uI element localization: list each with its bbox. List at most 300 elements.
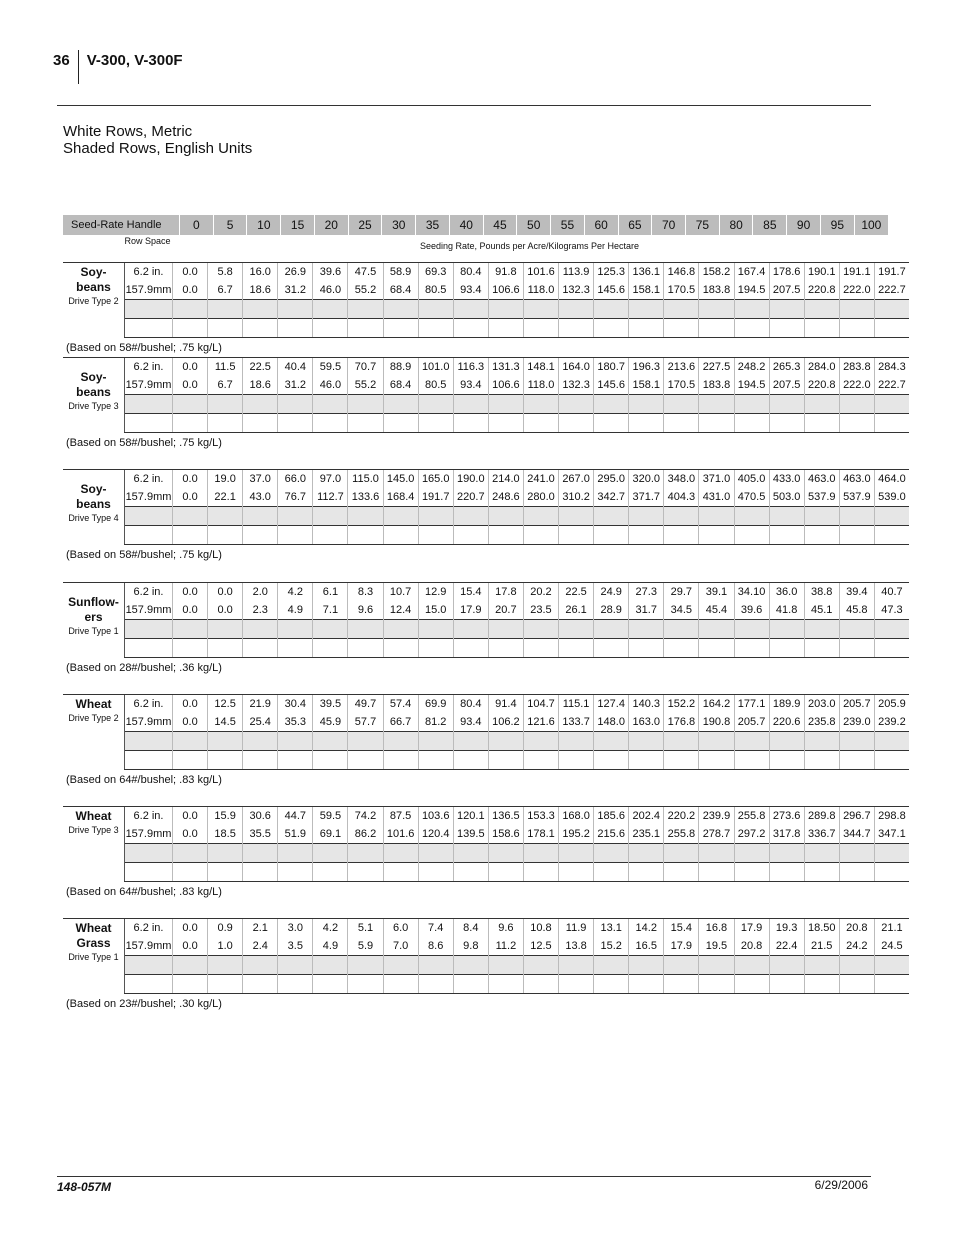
table-row: [63, 751, 909, 770]
rate-cell: [594, 319, 629, 338]
rate-cell: [348, 414, 383, 433]
density-note: (Based on 64#/bushel; .83 kg/L): [66, 774, 222, 786]
rate-cell: 93.4: [453, 713, 488, 732]
rate-cell: [243, 639, 278, 658]
rate-cell: [594, 975, 629, 994]
rate-cell: [243, 507, 278, 526]
rate-cell: [243, 526, 278, 545]
rate-cell: [629, 844, 664, 863]
rate-cell: [243, 319, 278, 338]
rate-cell: [734, 620, 769, 639]
rate-cell: [874, 300, 909, 319]
rate-cell: 101.6: [523, 263, 558, 282]
rate-cell: [278, 732, 313, 751]
rate-cell: [488, 507, 523, 526]
rate-cell: 280.0: [523, 488, 558, 507]
seed-rate-setting: 30: [382, 215, 416, 235]
rate-cell: [769, 863, 804, 882]
rate-cell: 45.1: [804, 601, 839, 620]
rate-cell: [488, 300, 523, 319]
rate-cell: [208, 863, 243, 882]
rate-cell: 163.0: [629, 713, 664, 732]
rate-cell: 12.9: [418, 583, 453, 602]
row-space-cell: 157.9mm: [125, 281, 173, 300]
rate-cell: [804, 319, 839, 338]
rate-cell: [804, 414, 839, 433]
rate-cell: 220.8: [804, 376, 839, 395]
rate-cell: 207.5: [769, 281, 804, 300]
rate-cell: [313, 620, 348, 639]
seed-rate-setting: 5: [213, 215, 247, 235]
rate-cell: [278, 526, 313, 545]
rate-cell: 14.5: [208, 713, 243, 732]
rate-cell: 97.0: [313, 470, 348, 489]
seed-rate-setting: 35: [416, 215, 450, 235]
row-space-cell: 6.2 in.: [125, 470, 173, 489]
rate-cell: [243, 414, 278, 433]
rate-cell: 39.6: [313, 263, 348, 282]
rate-cell: [453, 844, 488, 863]
seed-rate-setting: 95: [820, 215, 854, 235]
drive-type: Drive Type 2: [68, 296, 119, 306]
rate-cell: 7.0: [383, 937, 418, 956]
rate-cell: 153.3: [523, 807, 558, 826]
rate-cell: [839, 844, 874, 863]
rate-cell: [594, 507, 629, 526]
rate-cell: 28.9: [594, 601, 629, 620]
rate-cell: 222.0: [839, 376, 874, 395]
drive-type: Drive Type 3: [68, 825, 119, 835]
rate-cell: [559, 507, 594, 526]
rate-cell: [208, 732, 243, 751]
rate-cell: [173, 732, 208, 751]
rate-cell: [313, 732, 348, 751]
rate-cell: [173, 526, 208, 545]
rate-cell: [383, 639, 418, 658]
rate-cell: [488, 526, 523, 545]
seed-rate-section: [63, 806, 909, 882]
seed-rate-section: [63, 582, 909, 658]
seed-rate-setting: 60: [584, 215, 618, 235]
rate-cell: 164.2: [699, 695, 734, 714]
rate-cell: [208, 639, 243, 658]
table-row: [63, 414, 909, 433]
rate-cell: 27.3: [629, 583, 664, 602]
rate-cell: [278, 507, 313, 526]
rate-cell: [699, 620, 734, 639]
table-row: [63, 956, 909, 975]
table-row: [63, 863, 909, 882]
seed-rate-setting: 55: [551, 215, 585, 235]
rate-cell: 4.9: [313, 937, 348, 956]
rate-cell: [208, 507, 243, 526]
rate-cell: [523, 526, 558, 545]
rate-cell: [559, 300, 594, 319]
rate-cell: 11.9: [559, 919, 594, 938]
rate-cell: [488, 620, 523, 639]
rate-cell: 9.8: [453, 937, 488, 956]
rate-cell: 267.0: [559, 470, 594, 489]
rate-cell: [523, 620, 558, 639]
rate-cell: 180.7: [594, 358, 629, 377]
rate-cell: [313, 639, 348, 658]
rate-cell: [523, 414, 558, 433]
rate-cell: 158.6: [488, 825, 523, 844]
rate-cell: [699, 956, 734, 975]
rate-cell: [453, 507, 488, 526]
rate-cell: 205.9: [874, 695, 909, 714]
rate-cell: 191.1: [839, 263, 874, 282]
rate-cell: 106.6: [488, 281, 523, 300]
rate-cell: [418, 526, 453, 545]
rate-cell: 18.50: [804, 919, 839, 938]
rate-cell: [664, 526, 699, 545]
rate-cell: 31.2: [278, 281, 313, 300]
rate-cell: [418, 395, 453, 414]
rate-cell: [734, 395, 769, 414]
rate-cell: [278, 319, 313, 338]
rate-cell: 47.3: [874, 601, 909, 620]
rate-cell: [173, 863, 208, 882]
rate-cell: [839, 956, 874, 975]
rate-cell: 34.5: [664, 601, 699, 620]
rate-cell: [839, 751, 874, 770]
rate-cell: [278, 639, 313, 658]
rate-cell: [208, 395, 243, 414]
rate-cell: 0.0: [173, 937, 208, 956]
rate-cell: 278.7: [699, 825, 734, 844]
rate-cell: [874, 620, 909, 639]
rate-cell: 0.0: [173, 376, 208, 395]
rate-cell: [769, 300, 804, 319]
rate-cell: 40.4: [278, 358, 313, 377]
rate-cell: 21.5: [804, 937, 839, 956]
rate-cell: 8.3: [348, 583, 383, 602]
rate-cell: [699, 395, 734, 414]
rate-cell: 58.9: [383, 263, 418, 282]
rate-cell: [874, 863, 909, 882]
rate-cell: [629, 863, 664, 882]
rate-cell: [208, 414, 243, 433]
rate-cell: [874, 639, 909, 658]
table-row: [63, 601, 909, 620]
rate-cell: [839, 863, 874, 882]
rate-cell: [488, 844, 523, 863]
rate-cell: [839, 732, 874, 751]
row-space-cell: [125, 639, 173, 658]
rate-cell: 185.6: [594, 807, 629, 826]
row-space-cell: [125, 395, 173, 414]
rate-cell: [594, 844, 629, 863]
rate-cell: 0.0: [173, 713, 208, 732]
rate-cell: [594, 863, 629, 882]
rate-cell: [243, 956, 278, 975]
rate-cell: [418, 507, 453, 526]
rate-cell: 248.6: [488, 488, 523, 507]
row-space-cell: [125, 526, 173, 545]
rate-cell: 235.8: [804, 713, 839, 732]
rate-cell: 178.6: [769, 263, 804, 282]
rate-cell: [278, 414, 313, 433]
row-space-cell: 6.2 in.: [125, 807, 173, 826]
rate-cell: [629, 526, 664, 545]
rate-cell: [383, 620, 418, 639]
rate-cell: 18.6: [243, 281, 278, 300]
rate-cell: [594, 300, 629, 319]
rate-cell: [559, 319, 594, 338]
rate-cell: [523, 732, 558, 751]
rate-cell: [594, 639, 629, 658]
rate-cell: [804, 863, 839, 882]
rate-cell: [629, 732, 664, 751]
rate-cell: 220.7: [453, 488, 488, 507]
rate-cell: [243, 975, 278, 994]
rate-cell: [383, 319, 418, 338]
rate-cell: 106.6: [488, 376, 523, 395]
table-row: [63, 395, 909, 414]
rate-cell: 205.7: [734, 713, 769, 732]
legend-english: Shaded Rows, English Units: [63, 140, 253, 157]
rate-cell: 20.8: [839, 919, 874, 938]
rate-cell: 176.8: [664, 713, 699, 732]
rate-cell: [383, 975, 418, 994]
rate-cell: [559, 956, 594, 975]
rate-cell: [313, 319, 348, 338]
drive-type: Drive Type 1: [68, 952, 119, 962]
rate-cell: [418, 956, 453, 975]
rate-cell: 4.2: [278, 583, 313, 602]
legend-metric: White Rows, Metric: [63, 123, 193, 140]
rate-cell: 152.2: [664, 695, 699, 714]
rate-cell: [383, 526, 418, 545]
rate-cell: 80.4: [453, 263, 488, 282]
page-header: [53, 50, 183, 84]
rate-cell: [313, 975, 348, 994]
rate-cell: [383, 956, 418, 975]
rate-cell: [594, 732, 629, 751]
rate-cell: [699, 639, 734, 658]
rate-cell: [664, 975, 699, 994]
rate-cell: [173, 414, 208, 433]
seed-rate-setting: 100: [854, 215, 888, 235]
rate-cell: 34.10: [734, 583, 769, 602]
rate-cell: 80.5: [418, 376, 453, 395]
rate-cell: 320.0: [629, 470, 664, 489]
seed-rate-setting: 25: [348, 215, 382, 235]
rate-cell: [839, 395, 874, 414]
density-note: (Based on 58#/bushel; .75 kg/L): [66, 437, 222, 449]
rate-cell: [453, 956, 488, 975]
crop-name-line1: Sunflow-: [68, 595, 119, 609]
rate-cell: [313, 526, 348, 545]
rate-cell: 91.8: [488, 263, 523, 282]
rate-cell: [278, 956, 313, 975]
rate-cell: 22.1: [208, 488, 243, 507]
rate-cell: [804, 956, 839, 975]
row-space-cell: [125, 844, 173, 863]
table-row: [63, 507, 909, 526]
rate-cell: 22.5: [559, 583, 594, 602]
seed-rate-setting: 45: [483, 215, 517, 235]
rate-cell: 164.0: [559, 358, 594, 377]
rate-cell: [629, 751, 664, 770]
rate-cell: 6.7: [208, 376, 243, 395]
rate-cell: 17.9: [453, 601, 488, 620]
rate-cell: 38.8: [804, 583, 839, 602]
rate-cell: [769, 639, 804, 658]
row-space-label: Row Space: [124, 236, 171, 246]
rate-cell: [453, 751, 488, 770]
rate-cell: 177.1: [734, 695, 769, 714]
rate-cell: [804, 751, 839, 770]
density-note: (Based on 58#/bushel; .75 kg/L): [66, 549, 222, 561]
rate-cell: 106.2: [488, 713, 523, 732]
rate-cell: 170.5: [664, 281, 699, 300]
crop-label: [63, 919, 125, 994]
rate-cell: [523, 395, 558, 414]
rate-cell: [699, 507, 734, 526]
rate-cell: 131.3: [488, 358, 523, 377]
seed-rate-setting: 80: [719, 215, 753, 235]
rate-cell: [804, 639, 839, 658]
table-row: [63, 975, 909, 994]
rate-cell: [383, 300, 418, 319]
density-note: (Based on 64#/bushel; .83 kg/L): [66, 886, 222, 898]
rate-cell: [804, 507, 839, 526]
rate-cell: 296.7: [839, 807, 874, 826]
rate-cell: 68.4: [383, 281, 418, 300]
crop-name-line2: ers: [84, 610, 103, 624]
rate-cell: 23.5: [523, 601, 558, 620]
rate-cell: [664, 751, 699, 770]
rate-cell: [173, 639, 208, 658]
density-note: (Based on 23#/bushel; .30 kg/L): [66, 998, 222, 1010]
rate-cell: [173, 956, 208, 975]
rate-cell: 87.5: [383, 807, 418, 826]
rate-cell: 4.2: [313, 919, 348, 938]
rate-cell: [664, 732, 699, 751]
rate-cell: [453, 319, 488, 338]
rate-cell: [278, 395, 313, 414]
rate-cell: [208, 956, 243, 975]
rate-cell: [559, 414, 594, 433]
rate-cell: 69.9: [418, 695, 453, 714]
rate-cell: [699, 844, 734, 863]
rate-cell: 255.8: [734, 807, 769, 826]
rate-cell: 0.0: [173, 583, 208, 602]
rate-cell: [559, 863, 594, 882]
seed-rate-setting: 70: [652, 215, 686, 235]
rate-cell: [804, 975, 839, 994]
row-space-cell: [125, 507, 173, 526]
rate-cell: [629, 639, 664, 658]
table-row: [63, 937, 909, 956]
rate-cell: 22.5: [243, 358, 278, 377]
rate-cell: 12.5: [523, 937, 558, 956]
drive-type: Drive Type 3: [68, 401, 119, 411]
rate-cell: 68.4: [383, 376, 418, 395]
table-row: [63, 732, 909, 751]
crop-label: [63, 807, 125, 882]
rate-cell: [839, 300, 874, 319]
rate-cell: 104.7: [523, 695, 558, 714]
table-row: [63, 825, 909, 844]
rate-cell: 298.8: [874, 807, 909, 826]
rate-cell: [559, 732, 594, 751]
seed-rate-setting: 50: [517, 215, 551, 235]
rate-cell: [243, 863, 278, 882]
rate-cell: 239.2: [874, 713, 909, 732]
seed-rate-section: [63, 262, 909, 338]
rate-cell: 11.5: [208, 358, 243, 377]
rate-cell: 17.8: [488, 583, 523, 602]
rate-cell: 273.6: [769, 807, 804, 826]
rate-cell: 371.7: [629, 488, 664, 507]
rate-cell: 70.7: [348, 358, 383, 377]
rate-cell: [664, 414, 699, 433]
header-rule: [57, 105, 871, 106]
rate-cell: [874, 395, 909, 414]
rate-cell: [418, 844, 453, 863]
rate-cell: 127.4: [594, 695, 629, 714]
seeding-rate-subtitle: Seeding Rate, Pounds per Acre/Kilograms Per Hectare: [419, 241, 640, 251]
rate-cell: 9.6: [348, 601, 383, 620]
table-row: [63, 376, 909, 395]
rate-cell: [874, 751, 909, 770]
rate-cell: 0.0: [173, 807, 208, 826]
table-row: [63, 526, 909, 545]
rate-cell: 183.8: [699, 376, 734, 395]
rate-cell: 55.2: [348, 376, 383, 395]
rate-cell: [804, 844, 839, 863]
rate-cell: [734, 526, 769, 545]
rate-cell: 121.6: [523, 713, 558, 732]
drive-type: Drive Type 1: [68, 626, 119, 636]
rate-cell: [453, 639, 488, 658]
rate-cell: [664, 319, 699, 338]
row-space-cell: 157.9mm: [125, 488, 173, 507]
rate-cell: 16.8: [699, 919, 734, 938]
rate-cell: 183.8: [699, 281, 734, 300]
table-row: [63, 844, 909, 863]
rate-cell: 15.2: [594, 937, 629, 956]
seed-rate-setting: 15: [281, 215, 315, 235]
rate-cell: 2.3: [243, 601, 278, 620]
rate-cell: 1.0: [208, 937, 243, 956]
rate-cell: [804, 395, 839, 414]
rate-cell: 404.3: [664, 488, 699, 507]
rate-cell: [418, 319, 453, 338]
seeding-rate-subheader: [63, 237, 888, 251]
rate-cell: 405.0: [734, 470, 769, 489]
rate-cell: [699, 526, 734, 545]
rate-cell: 0.0: [173, 601, 208, 620]
rate-cell: 112.7: [313, 488, 348, 507]
rate-cell: [348, 956, 383, 975]
rate-cell: 66.7: [383, 713, 418, 732]
rate-cell: 148.0: [594, 713, 629, 732]
rate-cell: 80.4: [453, 695, 488, 714]
rate-cell: 24.5: [874, 937, 909, 956]
rate-cell: 29.7: [664, 583, 699, 602]
crop-name-line1: Wheat: [75, 697, 112, 711]
rate-cell: [699, 975, 734, 994]
rate-cell: [874, 844, 909, 863]
table-row: [63, 695, 909, 714]
table-row: [63, 620, 909, 639]
rate-cell: [383, 732, 418, 751]
seed-rate-header: [63, 215, 888, 235]
